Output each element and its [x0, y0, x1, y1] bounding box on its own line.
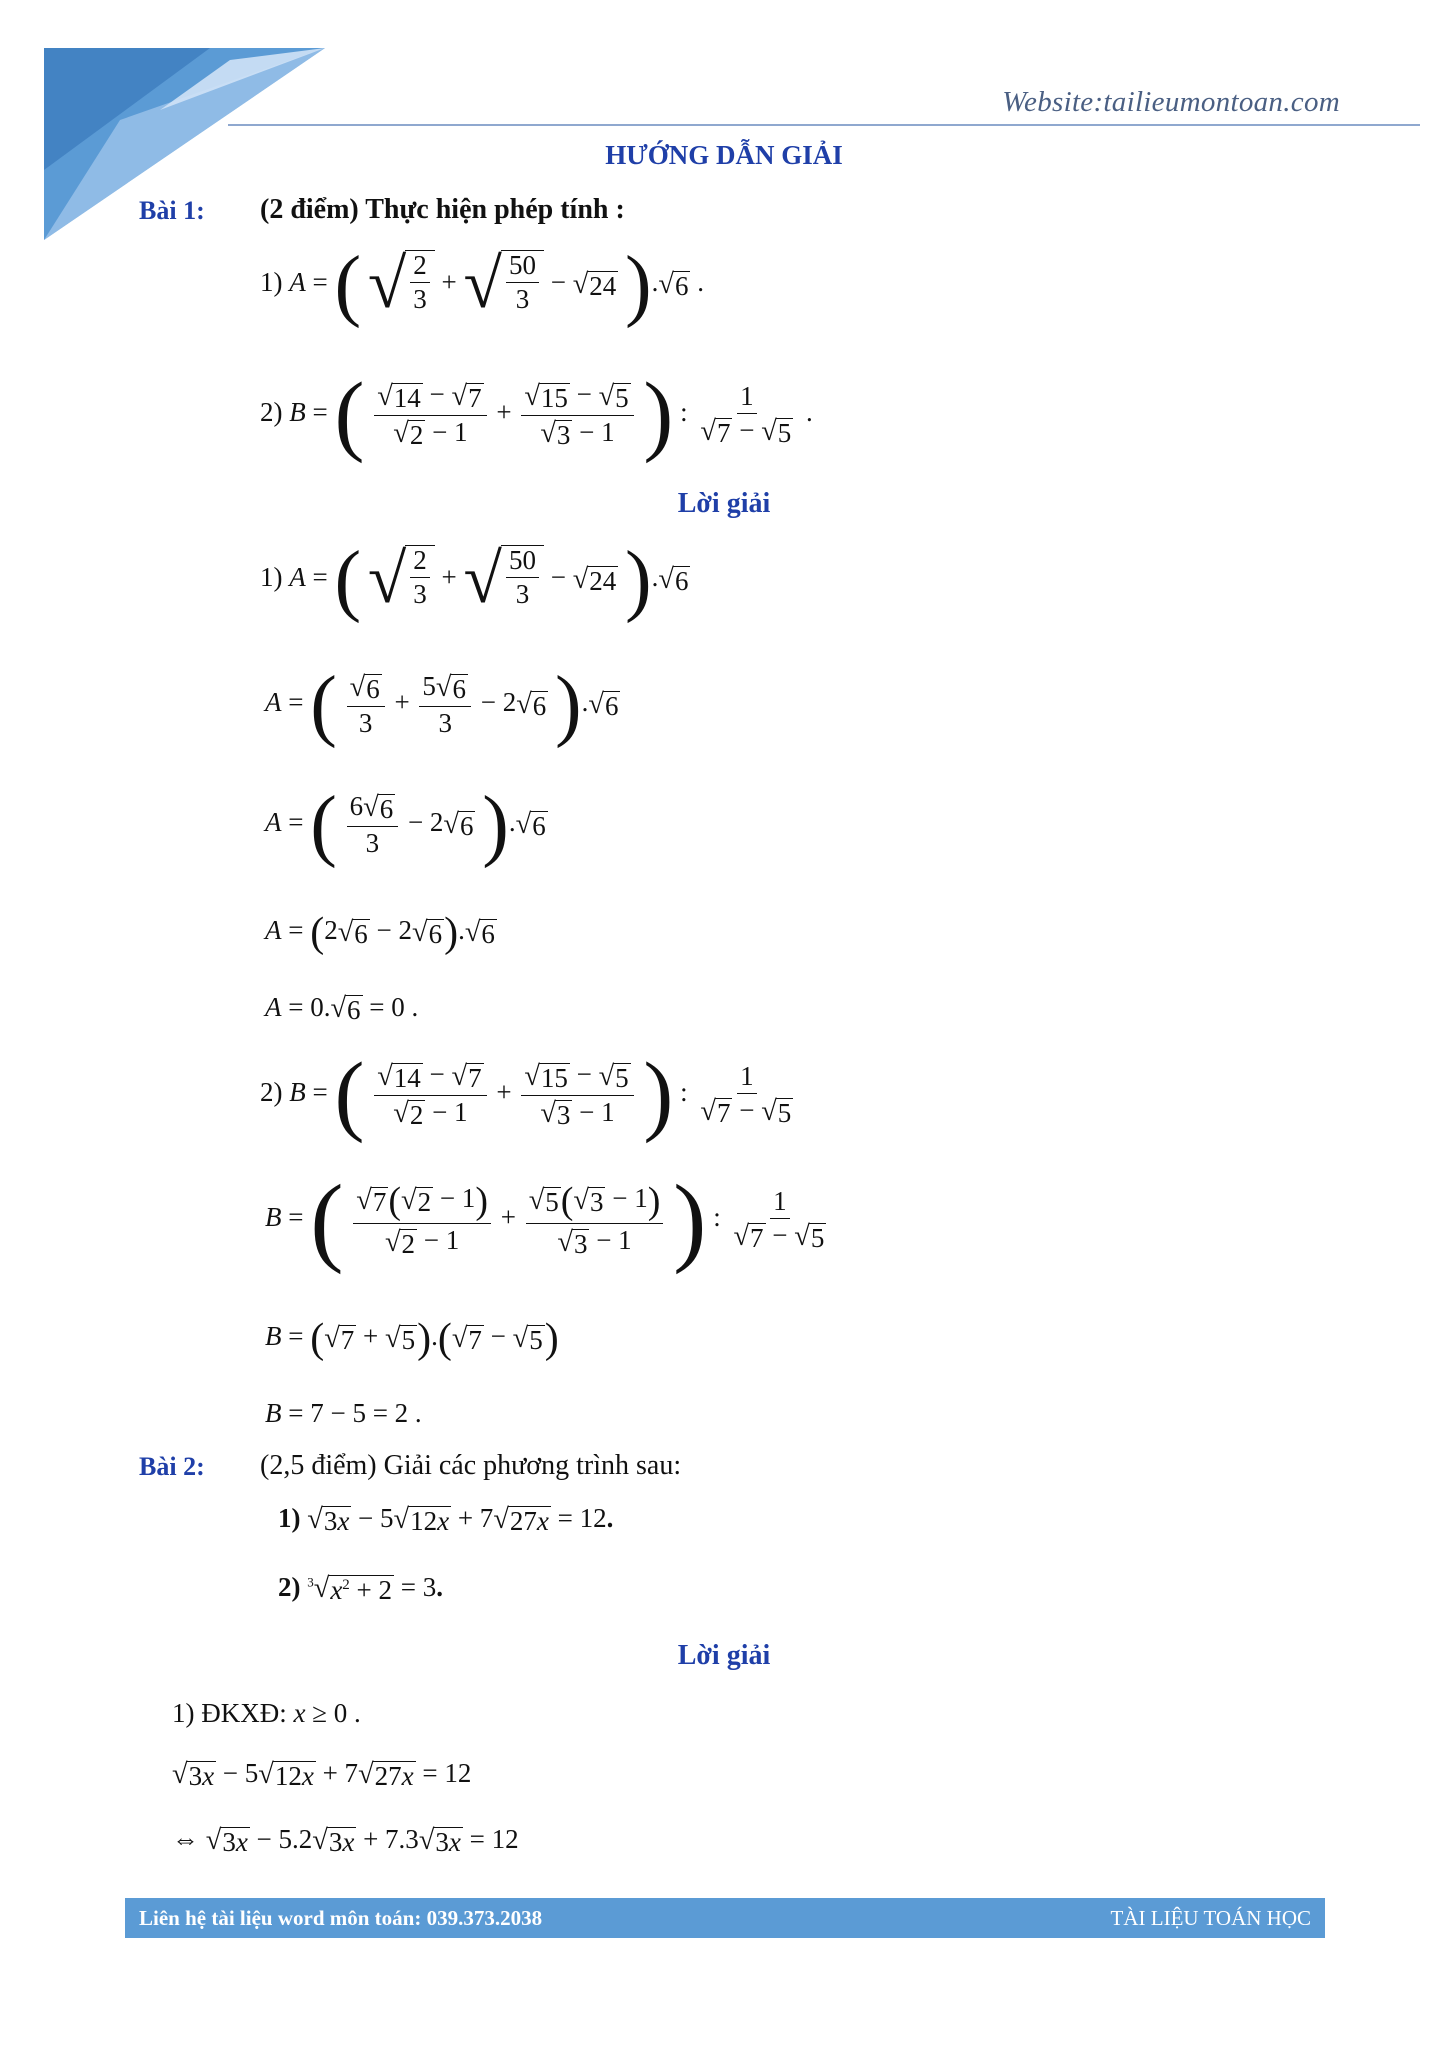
footer-brand: TÀI LIỆU TOÁN HỌC — [1110, 1906, 1311, 1930]
bai2-problem-1: 1) √ 3x − 5 √ 12x + 7 √ 27x = 12. — [278, 1503, 614, 1537]
item-number: 2) — [260, 397, 283, 428]
item-number: 1) — [260, 267, 283, 298]
solution-heading-1: Lời giải — [677, 488, 771, 519]
bai2-solution-step1: √ 3x − 5 √ 12x + 7 √ 27x = 12 — [172, 1758, 472, 1792]
solution-a-step4: A = (2 √ 6 − 2 √ 6 ). √ 6 — [265, 910, 495, 956]
bai2-solution-step2: ⇔ √ 3x − 5.2 √ 3x + 7.3 √ 3x = 12 — [172, 1824, 519, 1858]
bai2-prompt: (2,5 điểm) Giải các phương trình sau: — [260, 1450, 682, 1481]
page-title: HƯỚNG DẪN GIẢI — [605, 140, 843, 170]
solution-b-step1: 2) B = ( √ 14 − √ 7 √ 2 − 1 + √ 15 − √ 5 √ 3 − 1 ) : 1 √ 7 − √ 5 — [260, 1045, 792, 1144]
solution-heading-2: Lời giải — [677, 1640, 771, 1671]
solution-b-result: B = 7 − 5 = 2 . — [265, 1398, 422, 1428]
bai2-label: Bài 2: — [139, 1452, 205, 1481]
website-header: Website:tailieumontoan.com — [1002, 86, 1340, 118]
footer-contact: Liên hệ tài liệu word môn toán: 039.373.2038 — [139, 1906, 543, 1930]
solution-b-step2: B = ( √ 7 ( √ 2 − 1) √ 2 − 1 + √ 5 ( √ 3 − 1) √ 3 − 1 ) : 1 √ 7 − √ 5 — [265, 1164, 825, 1275]
dkxd-label: 1) ĐKXĐ: — [172, 1698, 287, 1728]
item-number: 2) — [278, 1572, 301, 1602]
item-number: 2) — [260, 1077, 283, 1108]
bai1-problem-b: 2) B = ( √ 14 − √ 7 √ 2 − 1 + √ 15 − √ 5 √ 3 − 1 ) : 1 √ 7 − √ 5 . — [260, 365, 813, 464]
footer-bar — [125, 1898, 1325, 1938]
bai2-problem-2: 2) $^3$√ $x^2 + 2$ = 3. — [278, 1572, 444, 1606]
item-number: 1) — [260, 562, 283, 593]
solution-a-result: A = 0. √ 6 = 0 . — [265, 992, 419, 1026]
bai2-condition: 1) ĐKXĐ: x ≥ 0 . — [172, 1698, 361, 1728]
solution-a-step3: A = ( 6 √ 6 3 − 2 √ 6 ). √ 6 — [265, 781, 546, 869]
item-number: 1) — [278, 1503, 301, 1533]
header-divider — [228, 124, 1420, 126]
solution-a-step2: A = ( √ 6 3 + 5 √ 6 3 − 2 √ 6 ). √ 6 — [265, 661, 619, 749]
bai1-problem-a: 1) A = ( √ $\frac{2}{3}$ + √ $\frac{50}{3}$ − √ 24 ). √ 6 . — [260, 241, 704, 329]
bai1-label: Bài 1: — [139, 196, 205, 225]
bai1-prompt: (2 điểm) Thực hiện phép tính : — [260, 194, 625, 225]
solution-b-step3: B = ( √ 7 + √ 5 ).( √ 7 − √ 5 ) — [265, 1316, 559, 1362]
solution-a-step1: 1) A = ( √ $\frac{2}{3}$ + √ $\frac{50}{3}$ − √ 24 ). √ 6 — [260, 536, 689, 624]
